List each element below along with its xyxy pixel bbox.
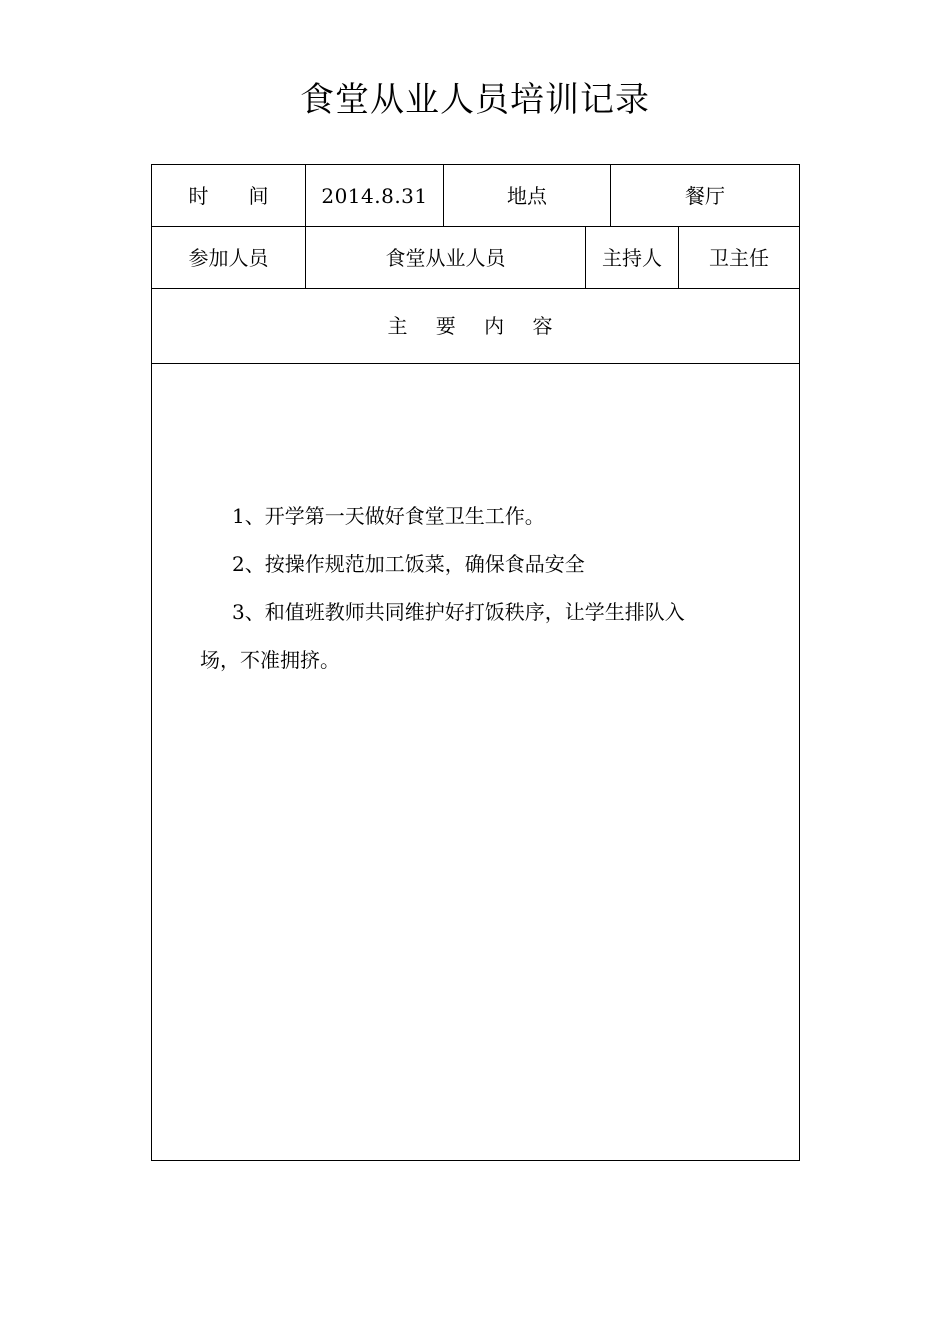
content-item-3-line-1: 3、和值班教师共同维护好打饭秩序，让学生排队入 [232,600,685,624]
time-label: 时 间 [188,183,269,208]
attendees-label: 参加人员 [188,245,269,270]
host-value: 卫主任 [709,245,769,270]
document-title: 食堂从业人员培训记录 [300,80,650,120]
content-item-2: 2、按操作规范加工饭菜，确保食品安全 [232,552,585,576]
attendees-value: 食堂从业人员 [385,245,506,270]
place-value: 餐厅 [685,183,725,208]
section-heading: 主 要 内 容 [387,314,564,338]
row-divider-3 [151,363,800,364]
content-item-1: 1、开学第一天做好食堂卫生工作。 [232,504,545,528]
host-label: 主持人 [602,245,662,270]
content-item-3-line-2: 场，不准拥挤。 [200,648,340,672]
time-value: 2014.8.31 [321,183,428,208]
content-body [200,492,755,684]
place-label: 地点 [507,183,547,208]
